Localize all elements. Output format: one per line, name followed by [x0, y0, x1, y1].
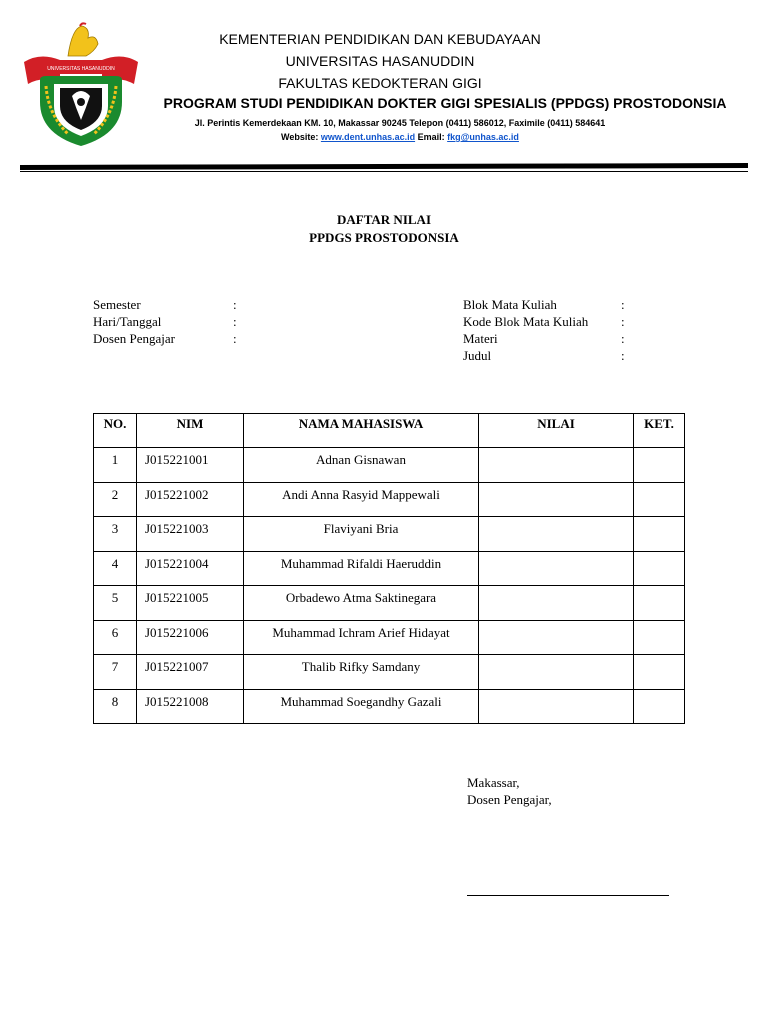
cell-nim: J015221005 — [137, 586, 244, 621]
website-link[interactable]: www.dent.unhas.ac.id — [320, 132, 416, 142]
ministry-name: KEMENTERIAN PENDIDIKAN DAN KEBUDAYAAN — [219, 31, 541, 47]
col-header-note: KET. — [634, 414, 685, 448]
cell-nim: J015221004 — [137, 551, 244, 586]
logo-ribbon-text: UNIVERSITAS HASANUDDIN — [47, 66, 115, 72]
cell-grade[interactable] — [479, 689, 634, 724]
email-label: Email: — [417, 132, 445, 142]
info-label: Materi — [463, 331, 498, 346]
info-label: Semester — [93, 297, 141, 312]
faculty-name: FAKULTAS KEDOKTERAN GIGI — [278, 75, 482, 91]
cell-no: 6 — [94, 620, 137, 655]
info-label: Dosen Pengajar — [93, 331, 175, 346]
cell-nim: J015221007 — [137, 655, 244, 690]
table-row — [94, 551, 685, 586]
header-divider-thin — [20, 171, 748, 172]
address-line: Jl. Perintis Kemerdekaan KM. 10, Makassar 90245 Telepon (0411) 586012, Faximile (0411) 584641 — [194, 118, 606, 128]
letterhead — [150, 28, 610, 94]
cell-note[interactable] — [634, 448, 685, 483]
signature-line — [467, 895, 669, 896]
cell-nim: J015221003 — [137, 517, 244, 552]
info-field — [463, 313, 625, 330]
info-label: Hari/Tanggal — [93, 314, 162, 329]
cell-name: Andi Anna Rasyid Mappewali — [244, 482, 479, 517]
table-row — [94, 620, 685, 655]
table-header-row — [94, 414, 685, 448]
info-separator: : — [233, 331, 237, 346]
cell-note[interactable] — [634, 586, 685, 621]
info-right — [463, 296, 625, 364]
info-separator: : — [233, 314, 237, 329]
cell-grade[interactable] — [479, 482, 634, 517]
cell-note[interactable] — [634, 517, 685, 552]
col-header-name: NAMA MAHASISWA — [244, 414, 479, 448]
signature-block — [467, 774, 552, 808]
info-separator: : — [621, 297, 625, 312]
cell-no: 1 — [94, 448, 137, 483]
cell-no: 3 — [94, 517, 137, 552]
email-link[interactable]: fkg@unhas.ac.id — [447, 132, 519, 142]
info-separator: : — [621, 331, 625, 346]
cell-name: Adnan Gisnawan — [244, 448, 479, 483]
cell-grade[interactable] — [479, 448, 634, 483]
cell-note[interactable] — [634, 689, 685, 724]
info-label: Judul — [463, 348, 492, 363]
table-row — [94, 448, 685, 483]
cell-grade[interactable] — [479, 655, 634, 690]
cell-grade[interactable] — [479, 586, 634, 621]
cell-grade[interactable] — [479, 620, 634, 655]
cell-note[interactable] — [634, 482, 685, 517]
table-row — [94, 586, 685, 621]
info-separator: : — [621, 314, 625, 329]
cell-name: Muhammad Soegandhy Gazali — [244, 689, 479, 724]
signature-city: Makassar, — [467, 775, 520, 790]
cell-no: 4 — [94, 551, 137, 586]
website-label: Website: — [281, 132, 319, 142]
info-separator: : — [233, 297, 237, 312]
cell-no: 7 — [94, 655, 137, 690]
university-name: UNIVERSITAS HASANUDDIN — [285, 53, 475, 69]
cell-name: Thalib Rifky Samdany — [244, 655, 479, 690]
info-left — [93, 296, 237, 347]
col-header-nim: NIM — [137, 414, 244, 448]
signature-role: Dosen Pengajar, — [467, 792, 552, 807]
table-row — [94, 517, 685, 552]
cell-grade[interactable] — [479, 517, 634, 552]
info-label: Kode Blok Mata Kuliah — [463, 314, 589, 329]
cell-nim: J015221008 — [137, 689, 244, 724]
cell-no: 8 — [94, 689, 137, 724]
col-header-no: NO. — [94, 414, 137, 448]
document-subtitle: PPDGS PROSTODONSIA — [309, 230, 459, 245]
document-title: DAFTAR NILAI — [336, 212, 431, 227]
info-field — [463, 296, 625, 313]
grades-table — [93, 413, 685, 724]
cell-name: Flaviyani Bria — [244, 517, 479, 552]
cell-nim: J015221002 — [137, 482, 244, 517]
contact-line — [150, 131, 650, 143]
col-header-grade: NILAI — [479, 414, 634, 448]
cell-name: Muhammad Ichram Arief Hidayat — [244, 620, 479, 655]
cell-nim: J015221001 — [137, 448, 244, 483]
cell-name: Orbadewo Atma Saktinegara — [244, 586, 479, 621]
cell-note[interactable] — [634, 551, 685, 586]
table-row — [94, 689, 685, 724]
cell-note[interactable] — [634, 620, 685, 655]
cell-nim: J015221006 — [137, 620, 244, 655]
cell-name: Muhammad Rifaldi Haeruddin — [244, 551, 479, 586]
info-field — [463, 330, 625, 347]
program-name: PROGRAM STUDI PENDIDIKAN DOKTER GIGI SPESIALIS (PPDGS) PROSTODONSIA — [163, 95, 727, 111]
header-divider-thick — [20, 163, 748, 170]
cell-note[interactable] — [634, 655, 685, 690]
info-label: Blok Mata Kuliah — [463, 297, 557, 312]
university-logo — [20, 22, 142, 148]
info-field — [93, 296, 237, 313]
table-row — [94, 482, 685, 517]
cell-no: 5 — [94, 586, 137, 621]
info-field — [93, 313, 237, 330]
cell-grade[interactable] — [479, 551, 634, 586]
info-field — [463, 347, 625, 364]
table-row — [94, 655, 685, 690]
info-separator: : — [621, 348, 625, 363]
cell-no: 2 — [94, 482, 137, 517]
info-field — [93, 330, 237, 347]
